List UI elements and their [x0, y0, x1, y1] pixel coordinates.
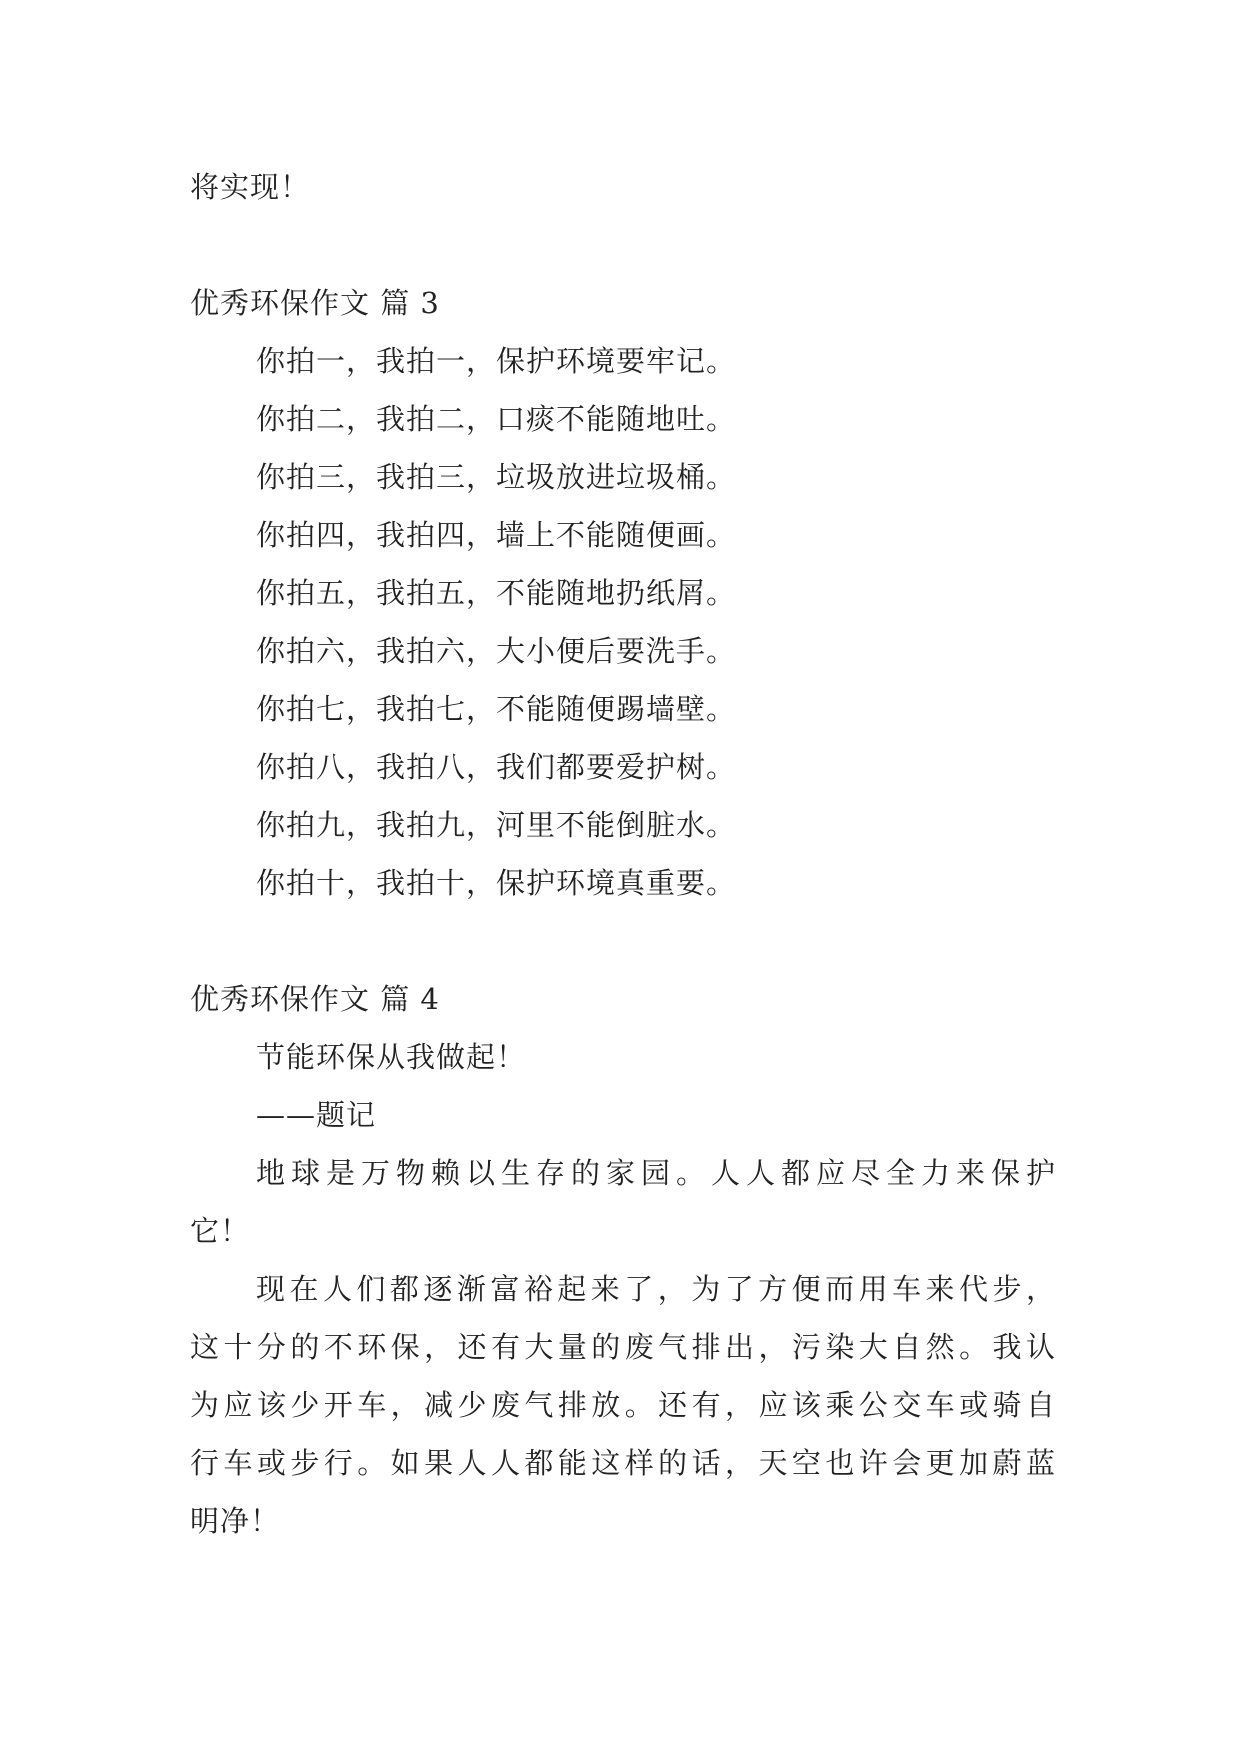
paragraph-1-line-1: 地球是万物赖以生存的家园。人人都应尽全力来保护 — [256, 1156, 1056, 1190]
section-heading-3: 优秀环保作文 篇 3 — [190, 286, 440, 320]
rhyme-line-9: 你拍九，我拍九，河里不能倒脏水。 — [256, 808, 737, 842]
essay-title-line: 节能环保从我做起！ — [256, 1040, 527, 1074]
paragraph-2-line-1: 现在人们都逐渐富裕起来了，为了方便而用车来代步， — [256, 1272, 1056, 1306]
rhyme-line-3: 你拍三，我拍三，垃圾放进垃圾桶。 — [256, 460, 737, 494]
rhyme-line-7: 你拍七，我拍七，不能随便踢墙壁。 — [256, 692, 737, 726]
rhyme-line-2: 你拍二，我拍二，口痰不能随地吐。 — [256, 402, 737, 436]
paragraph-2-line-4: 行车或步行。如果人人都能这样的话，天空也许会更加蔚蓝 — [190, 1446, 1056, 1480]
rhyme-line-4: 你拍四，我拍四，墙上不能随便画。 — [256, 518, 737, 552]
paragraph-end-line: 将实现！ — [190, 170, 311, 204]
paragraph-2-line-3: 为应该少开车，减少废气排放。还有，应该乘公交车或骑自 — [190, 1388, 1056, 1422]
rhyme-line-6: 你拍六，我拍六，大小便后要洗手。 — [256, 634, 737, 668]
inscription-line: ——题记 — [256, 1098, 377, 1132]
rhyme-line-10: 你拍十，我拍十，保护环境真重要。 — [256, 866, 737, 900]
paragraph-1-line-2: 它！ — [190, 1214, 251, 1248]
rhyme-line-8: 你拍八，我拍八，我们都要爱护树。 — [256, 750, 737, 784]
paragraph-2-line-5: 明净！ — [190, 1504, 281, 1538]
rhyme-line-1: 你拍一，我拍一，保护环境要牢记。 — [256, 344, 737, 378]
rhyme-line-5: 你拍五，我拍五，不能随地扔纸屑。 — [256, 576, 737, 610]
section-heading-4: 优秀环保作文 篇 4 — [190, 982, 440, 1016]
paragraph-2-line-2: 这十分的不环保，还有大量的废气排出，污染大自然。我认 — [190, 1330, 1056, 1364]
